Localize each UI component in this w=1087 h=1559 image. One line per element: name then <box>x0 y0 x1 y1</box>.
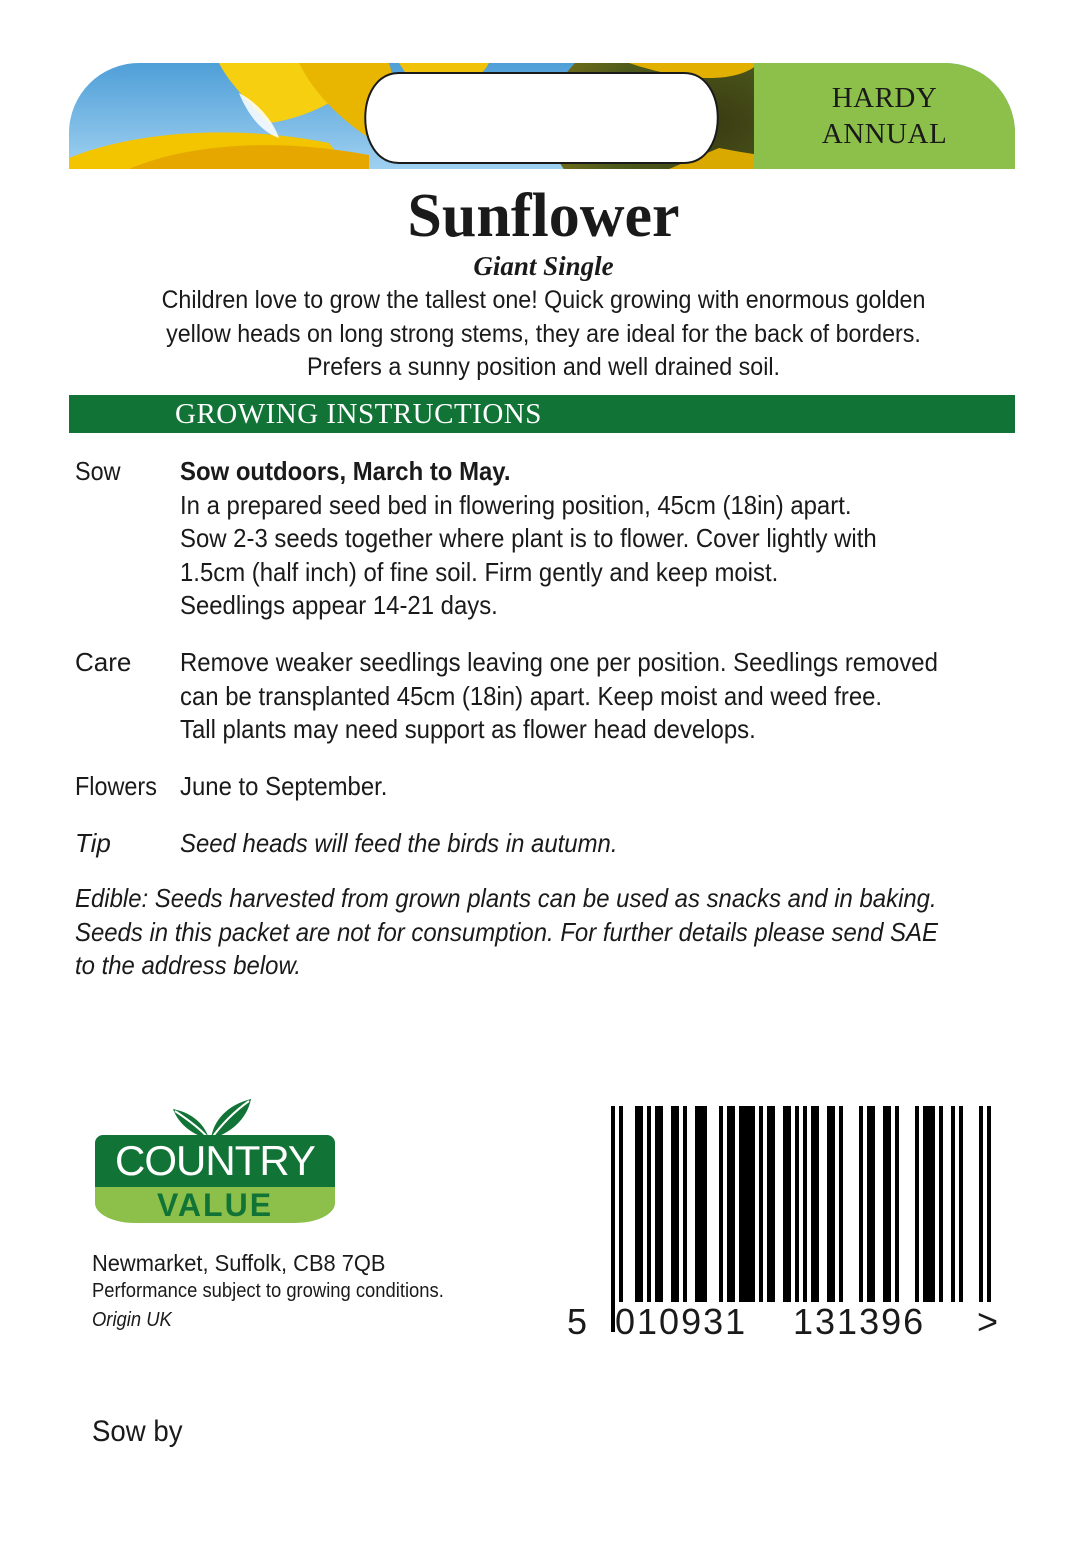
product-title: Sunflower <box>407 182 680 250</box>
sow-line: In a prepared seed bed in flowering position, 45cm (18in) apart. <box>180 489 852 520</box>
barcode-bar <box>747 1106 751 1302</box>
edible-line: to the address below. <box>75 950 302 980</box>
barcode-bar <box>811 1106 815 1302</box>
barcode-bar <box>883 1106 887 1302</box>
barcode-bar <box>923 1106 927 1302</box>
barcode-end-mark: > <box>977 1301 999 1342</box>
barcode-bar <box>739 1106 743 1302</box>
country-value-logo <box>95 1095 335 1225</box>
barcode-digits <box>565 1302 1005 1342</box>
description-line: Children love to grow the tallest one! Quick growing with enormous golden <box>161 286 926 314</box>
barcode-bar <box>655 1106 659 1302</box>
barcode-bar <box>659 1106 663 1302</box>
logo-country: COUNTRY <box>95 1135 335 1187</box>
flowers-body: June to September. <box>180 771 388 801</box>
badge-line-1: HARDY <box>831 82 938 114</box>
edible-line: Edible: Seeds harvested from grown plants can be used as snacks and in baking. <box>75 883 937 913</box>
barcode-first-digit: 5 <box>567 1301 588 1342</box>
barcode-bar <box>895 1106 899 1302</box>
barcode-bar <box>927 1106 931 1302</box>
barcode-right-group: 131396 <box>793 1301 926 1342</box>
barcode-bar <box>795 1106 799 1332</box>
barcode-bar <box>959 1106 963 1302</box>
barcode-left-group: 010931 <box>615 1301 748 1342</box>
sow-body <box>180 455 962 623</box>
barcode-bar <box>695 1106 699 1302</box>
tip-body: Seed heads will feed the birds in autumn. <box>180 828 618 858</box>
sow-label: Sow <box>75 456 121 486</box>
sow-line: Seedlings appear 14-21 days. <box>180 590 498 620</box>
barcode-bar <box>771 1106 775 1302</box>
description-line: yellow heads on long strong stems, they are ideal for the back of borders. <box>166 319 921 348</box>
barcode-bar <box>683 1106 687 1302</box>
flowers-row <box>75 770 1035 804</box>
edible-line: Seeds in this packet are not for consumption. For further details please send SAE <box>75 916 938 947</box>
care-body <box>180 646 962 747</box>
barcode-bar <box>815 1106 819 1302</box>
section-heading: GROWING INSTRUCTIONS <box>175 398 542 430</box>
barcode-bar <box>867 1106 871 1302</box>
sow-line: Sow 2-3 seeds together where plant is to flower. Cover lightly with <box>180 523 877 553</box>
barcode-bar <box>939 1106 943 1302</box>
sow-lead: Sow outdoors, March to May. <box>180 456 511 486</box>
care-row <box>75 646 1035 748</box>
edible-note <box>75 882 958 983</box>
barcode-bar <box>831 1106 835 1302</box>
care-label: Care <box>75 647 132 677</box>
barcode-bar <box>611 1106 615 1332</box>
barcode-bar <box>647 1106 651 1302</box>
sow-by-label: Sow by <box>92 1415 183 1448</box>
tip-row <box>75 827 1035 861</box>
barcode-bar <box>787 1106 791 1302</box>
barcode-bar <box>675 1106 679 1302</box>
barcode-bar <box>727 1106 731 1302</box>
header-banner <box>69 63 1015 169</box>
barcode-bar <box>743 1106 747 1302</box>
origin: Origin UK <box>92 1309 172 1331</box>
barcode-bar <box>915 1106 919 1302</box>
barcode-bar <box>887 1106 891 1302</box>
hardy-annual-badge <box>754 63 1015 169</box>
barcode-bar <box>871 1106 875 1302</box>
logo-value: VALUE <box>95 1187 335 1223</box>
barcode-bar <box>671 1106 675 1302</box>
product-variety: Giant Single <box>473 251 614 281</box>
flowers-label: Flowers <box>75 771 157 801</box>
barcode-bar <box>759 1106 763 1302</box>
barcode-bar <box>639 1106 643 1302</box>
barcode-bar <box>719 1106 723 1302</box>
barcode-bar <box>859 1106 863 1302</box>
barcode-bar <box>803 1106 807 1332</box>
care-line: Remove weaker seedlings leaving one per position. Seedlings removed <box>180 647 938 677</box>
sow-row <box>75 455 1035 625</box>
barcode-bar <box>931 1106 935 1302</box>
address: Newmarket, Suffolk, CB8 7QB <box>92 1250 386 1276</box>
barcode-bar <box>979 1106 983 1332</box>
performance-note: Performance subject to growing conditions. <box>92 1280 444 1302</box>
barcode-bar <box>987 1106 991 1332</box>
description-line: Prefers a sunny position and well drained soil. <box>306 353 781 381</box>
barcode-bar <box>839 1106 843 1302</box>
growing-instructions-bar <box>69 395 1015 433</box>
barcode-bar <box>703 1106 707 1302</box>
barcode-bar <box>783 1106 787 1302</box>
product-description <box>131 284 956 385</box>
barcode-bar <box>951 1106 955 1302</box>
barcode-bar <box>751 1106 755 1302</box>
care-line: Tall plants may need support as flower head develops. <box>180 714 756 744</box>
care-line: can be transplanted 45cm (18in) apart. Keep moist and weed free. <box>180 680 883 711</box>
barcode-bar <box>635 1106 639 1302</box>
leaf-icon <box>165 1095 255 1140</box>
badge-line-2: ANNUAL <box>821 118 948 150</box>
tip-label: Tip <box>75 828 111 858</box>
barcode-bar <box>767 1106 771 1302</box>
barcode-bar <box>827 1106 831 1302</box>
barcode-bar <box>731 1106 735 1302</box>
sow-line: 1.5cm (half inch) of fine soil. Firm gently and keep moist. <box>180 556 779 587</box>
barcode-bar <box>699 1106 703 1302</box>
barcode-bar <box>619 1106 623 1332</box>
